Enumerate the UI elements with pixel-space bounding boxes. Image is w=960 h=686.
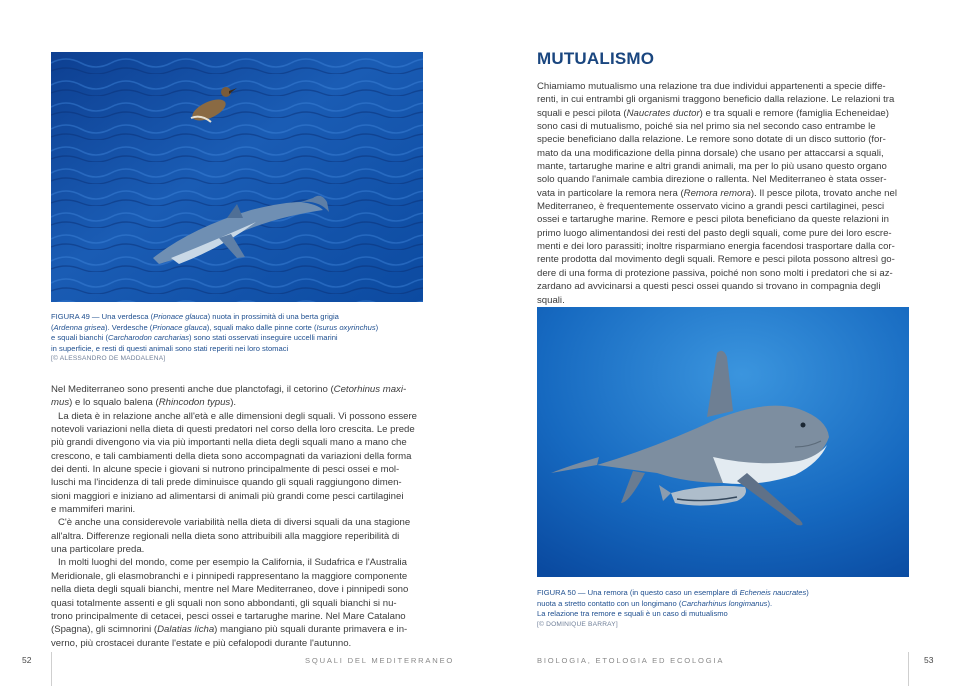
text-run: La relazione tra remore e squali è un caso di mutualismo — [537, 609, 728, 619]
text-run: solo quando l'animale cambia direzione o rallenta. Nel Mediterraneo è stata osser- — [537, 174, 887, 186]
caption-line — [51, 333, 423, 344]
caption-line — [537, 588, 909, 599]
body-line — [537, 80, 910, 93]
text-run: Una verdesca ( — [101, 312, 154, 321]
body-line — [537, 280, 910, 293]
caption-line — [537, 609, 909, 620]
text-run: ). Verdesche ( — [105, 322, 153, 332]
text-run: nuota a stretto contatto con un longimano ( — [537, 598, 682, 608]
text-run: ) e tra squali e remore (famiglia Echeneidae) — [699, 107, 889, 119]
text-run: In molti luoghi del mondo, come per esempio la California, il Sudafrica e l'Australia — [58, 557, 407, 569]
text-run: dei denti. In alcune specie i giovani si nutrono principalmente di pesci ossei e mol- — [51, 464, 400, 476]
text-run: ) — [806, 588, 809, 597]
text-run: e mammiferi marini. — [51, 504, 136, 516]
body-line — [51, 570, 424, 583]
text-run: crescono, e tali cambiamenti della dieta sono accompagnati da variazioni della forma — [51, 450, 412, 462]
photo-blue-shark-seabird-image — [51, 52, 423, 302]
left-page-body — [51, 383, 424, 650]
figure-50-caption — [537, 588, 909, 630]
body-line — [537, 93, 910, 106]
body-line — [537, 253, 910, 266]
body-line — [51, 543, 424, 556]
body-line — [537, 187, 910, 200]
caption-line — [51, 323, 423, 334]
species-name: Isurus oxyrinchus — [316, 322, 376, 332]
figure-49-caption-lines — [51, 312, 423, 354]
species-name: Carcharodon carcharias — [108, 333, 190, 343]
text-run: (Spagna), gli scimnorini ( — [51, 624, 158, 636]
text-run: ( — [51, 322, 54, 332]
body-line — [51, 597, 424, 610]
body-line — [51, 476, 424, 489]
text-run: trono principalmente di cetacei, pesci ossei e tartarughe marine. Nel Mare Catalano — [51, 610, 406, 622]
species-name: mus — [51, 397, 70, 409]
species-name: Dalatias licha — [157, 624, 215, 636]
species-name: Cetorhinus maxi- — [333, 384, 407, 395]
text-run: ) sono stati osservati inseguire uccelli marini — [189, 333, 338, 343]
right-page-number: 53 — [924, 655, 934, 665]
text-run: rente prodotta dal movimento degli squali. Remore e pesci pilota possono altresì go- — [537, 254, 895, 266]
text-run: C'è anche una considerevole variabilità nella dieta di diversi squali da una stagione — [58, 517, 411, 529]
right-running-title: BIOLOGIA, ETOLOGIA ED ECOLOGIA — [537, 656, 725, 665]
body-line — [537, 294, 910, 307]
body-line — [51, 423, 424, 436]
figure-number-label: FIGURA 50 — — [537, 588, 588, 597]
text-run: all'altra. Differenze regionali nella dieta sono attribuibili alla maggiore reperibilità di — [51, 530, 400, 542]
body-line — [51, 623, 424, 636]
body-line — [537, 147, 910, 160]
body-line — [51, 450, 424, 463]
text-run: Mediterraneo, è frequentemente osservato vicino a grandi pesci cartilaginei, pesci — [537, 201, 885, 213]
text-run: mato da una modificazione della pinna dorsale) che usano per attaccarsi a squali, — [537, 147, 884, 159]
text-run: ) nuota in prossimità di una berta grigia — [207, 312, 339, 321]
text-run: La dieta è in relazione anche all'età e alle dimensioni degli squali. Vi possono essere — [58, 410, 417, 422]
caption-line — [537, 599, 909, 610]
text-run: ) e lo squalo balena ( — [69, 397, 159, 409]
photo-oceanic-whitetip-remora — [537, 307, 909, 577]
body-line — [51, 637, 424, 650]
body-line — [51, 383, 424, 396]
left-footer-rule — [51, 652, 52, 686]
text-run: zardano ad avvicinarsi a questi pesci ossei quando si trovano in compagnia degli — [537, 281, 881, 293]
body-line — [51, 530, 424, 543]
body-line — [537, 160, 910, 173]
body-line — [537, 213, 910, 226]
text-run: Nel Mediterraneo sono presenti anche due planctofagi, il cetorino ( — [51, 384, 334, 395]
text-run: notevoli variazioni nella dieta di questi predatori nel corso della loro crescita. Le prede — [51, 424, 415, 436]
body-line — [51, 396, 424, 409]
species-name: Carcharhinus longimanus — [681, 598, 768, 608]
body-line — [51, 490, 424, 503]
figure-49-credit: [© ALESSANDRO DE MADDALENA] — [51, 355, 166, 363]
text-run: ), squali mako dalle pinne corte ( — [206, 322, 317, 332]
text-run: nella dieta degli squali bianchi, mentre nel Mare Mediterraneo, dove i pinnipedi sono — [51, 584, 409, 596]
text-run: vata in particolare la remora nera ( — [537, 187, 684, 199]
body-line — [51, 463, 424, 476]
species-name: Naucrates ductor — [626, 107, 700, 119]
text-run: ) mangiano più squali durante primavera e in- — [214, 624, 408, 636]
right-page-body — [537, 80, 910, 307]
text-run: verno, più crostacei durante l'estate e più cefalopodi durante l'autunno. — [51, 637, 352, 649]
right-footer-rule — [908, 652, 909, 686]
text-run: ). — [767, 598, 773, 608]
species-name: Rhincodon typus — [158, 397, 231, 409]
text-run: Meridionale, gli elasmobranchi e i pinnipedi rappresentano la maggiore componente — [51, 570, 408, 582]
figure-50-caption-lines — [537, 588, 909, 620]
species-name: Ardenna grisea — [53, 322, 106, 332]
body-line — [51, 436, 424, 449]
section-title: MUTUALISMO — [537, 49, 655, 68]
text-run: ) — [375, 322, 379, 332]
species-name: Remora remora — [683, 187, 751, 199]
text-run: una particolare preda. — [51, 544, 145, 556]
text-run: quasi totalmente assenti e gli squali non sono abbondanti, gli squali bianchi si nu- — [51, 597, 397, 609]
body-line — [51, 503, 424, 516]
text-run: mante, tartarughe marine e altri grandi animali, ma per lo più usano questo organo — [537, 161, 887, 173]
body-line — [537, 107, 910, 120]
text-run: luschi ma l'incidenza di tali prede diminuisce quando gli squali raggiungono dimen- — [51, 477, 402, 489]
text-run: ossei e tartarughe marine. Remore e pesci pilota beneficiano da queste relazioni in — [537, 214, 889, 226]
body-line — [51, 410, 424, 423]
body-line — [51, 556, 424, 569]
species-name: Prionace glauca — [152, 322, 207, 332]
text-run: menti e dei loro parassiti; inoltre risparmiano energia facendosi trasportare dalla cor- — [537, 241, 895, 253]
text-run: ). — [230, 397, 237, 409]
text-run: squali. — [537, 294, 565, 306]
text-run: ). Il pesce pilota, trovato anche nel — [750, 187, 897, 199]
text-run: dere di una forma di protezione passiva, poiché non sono molti i predatori che si az- — [537, 267, 893, 279]
text-run: in superficie, e resti di questi animali sono stati reperiti nei loro stomaci — [51, 343, 289, 353]
body-line — [51, 583, 424, 596]
text-run: squali e pesci pilota ( — [537, 107, 627, 119]
figure-50-credit: [© DOMINIQUE BARRAY] — [537, 620, 618, 628]
species-name: Prionace glauca — [153, 312, 208, 321]
text-run: sioni maggiori e iniziano ad alimentarsi di animali più grandi come pesci cartilaginei — [51, 490, 404, 502]
photo-oceanic-whitetip-remora-image — [537, 307, 909, 577]
text-run: sono casi di mutualismo, poiché sia nel primo sia nel secondo caso entrambe le — [537, 121, 876, 133]
caption-line — [51, 312, 423, 323]
body-line — [51, 516, 424, 529]
species-name: Echeneis naucrates — [739, 588, 807, 597]
text-run: Una remora (in questo caso un esemplare di — [587, 588, 740, 597]
body-line — [537, 120, 910, 133]
text-run: e squali bianchi ( — [51, 333, 108, 343]
text-run: Chiamiamo mutualismo una relazione tra due individui appartenenti a specie diffe- — [537, 81, 886, 92]
body-line — [537, 200, 910, 213]
body-line — [537, 240, 910, 253]
body-line — [537, 267, 910, 280]
left-running-title: SQUALI DEL MEDITERRANEO — [305, 656, 455, 665]
text-run: più grandi divengono via via più importanti nella dieta degli squali mano a mano che — [51, 437, 407, 449]
body-line — [537, 173, 910, 186]
figure-number-label: FIGURA 49 — — [51, 312, 102, 321]
body-line — [537, 227, 910, 240]
figure-49-caption — [51, 312, 423, 365]
text-run: specie beneficiano dalla relazione. Le remore sono dotate di un disco suttorio (for- — [537, 134, 886, 146]
left-page-number: 52 — [22, 655, 32, 665]
body-line — [537, 133, 910, 146]
text-run: primo luogo alimentandosi dei resti del pasto degli squali, come pure dei loro escre- — [537, 227, 892, 239]
photo-blue-shark-seabird — [51, 52, 423, 302]
body-line — [51, 610, 424, 623]
caption-line — [51, 344, 423, 355]
text-run: renti, in cui entrambi gli organismi traggono beneficio dalla relazione. Le relazioni tra — [537, 94, 895, 106]
